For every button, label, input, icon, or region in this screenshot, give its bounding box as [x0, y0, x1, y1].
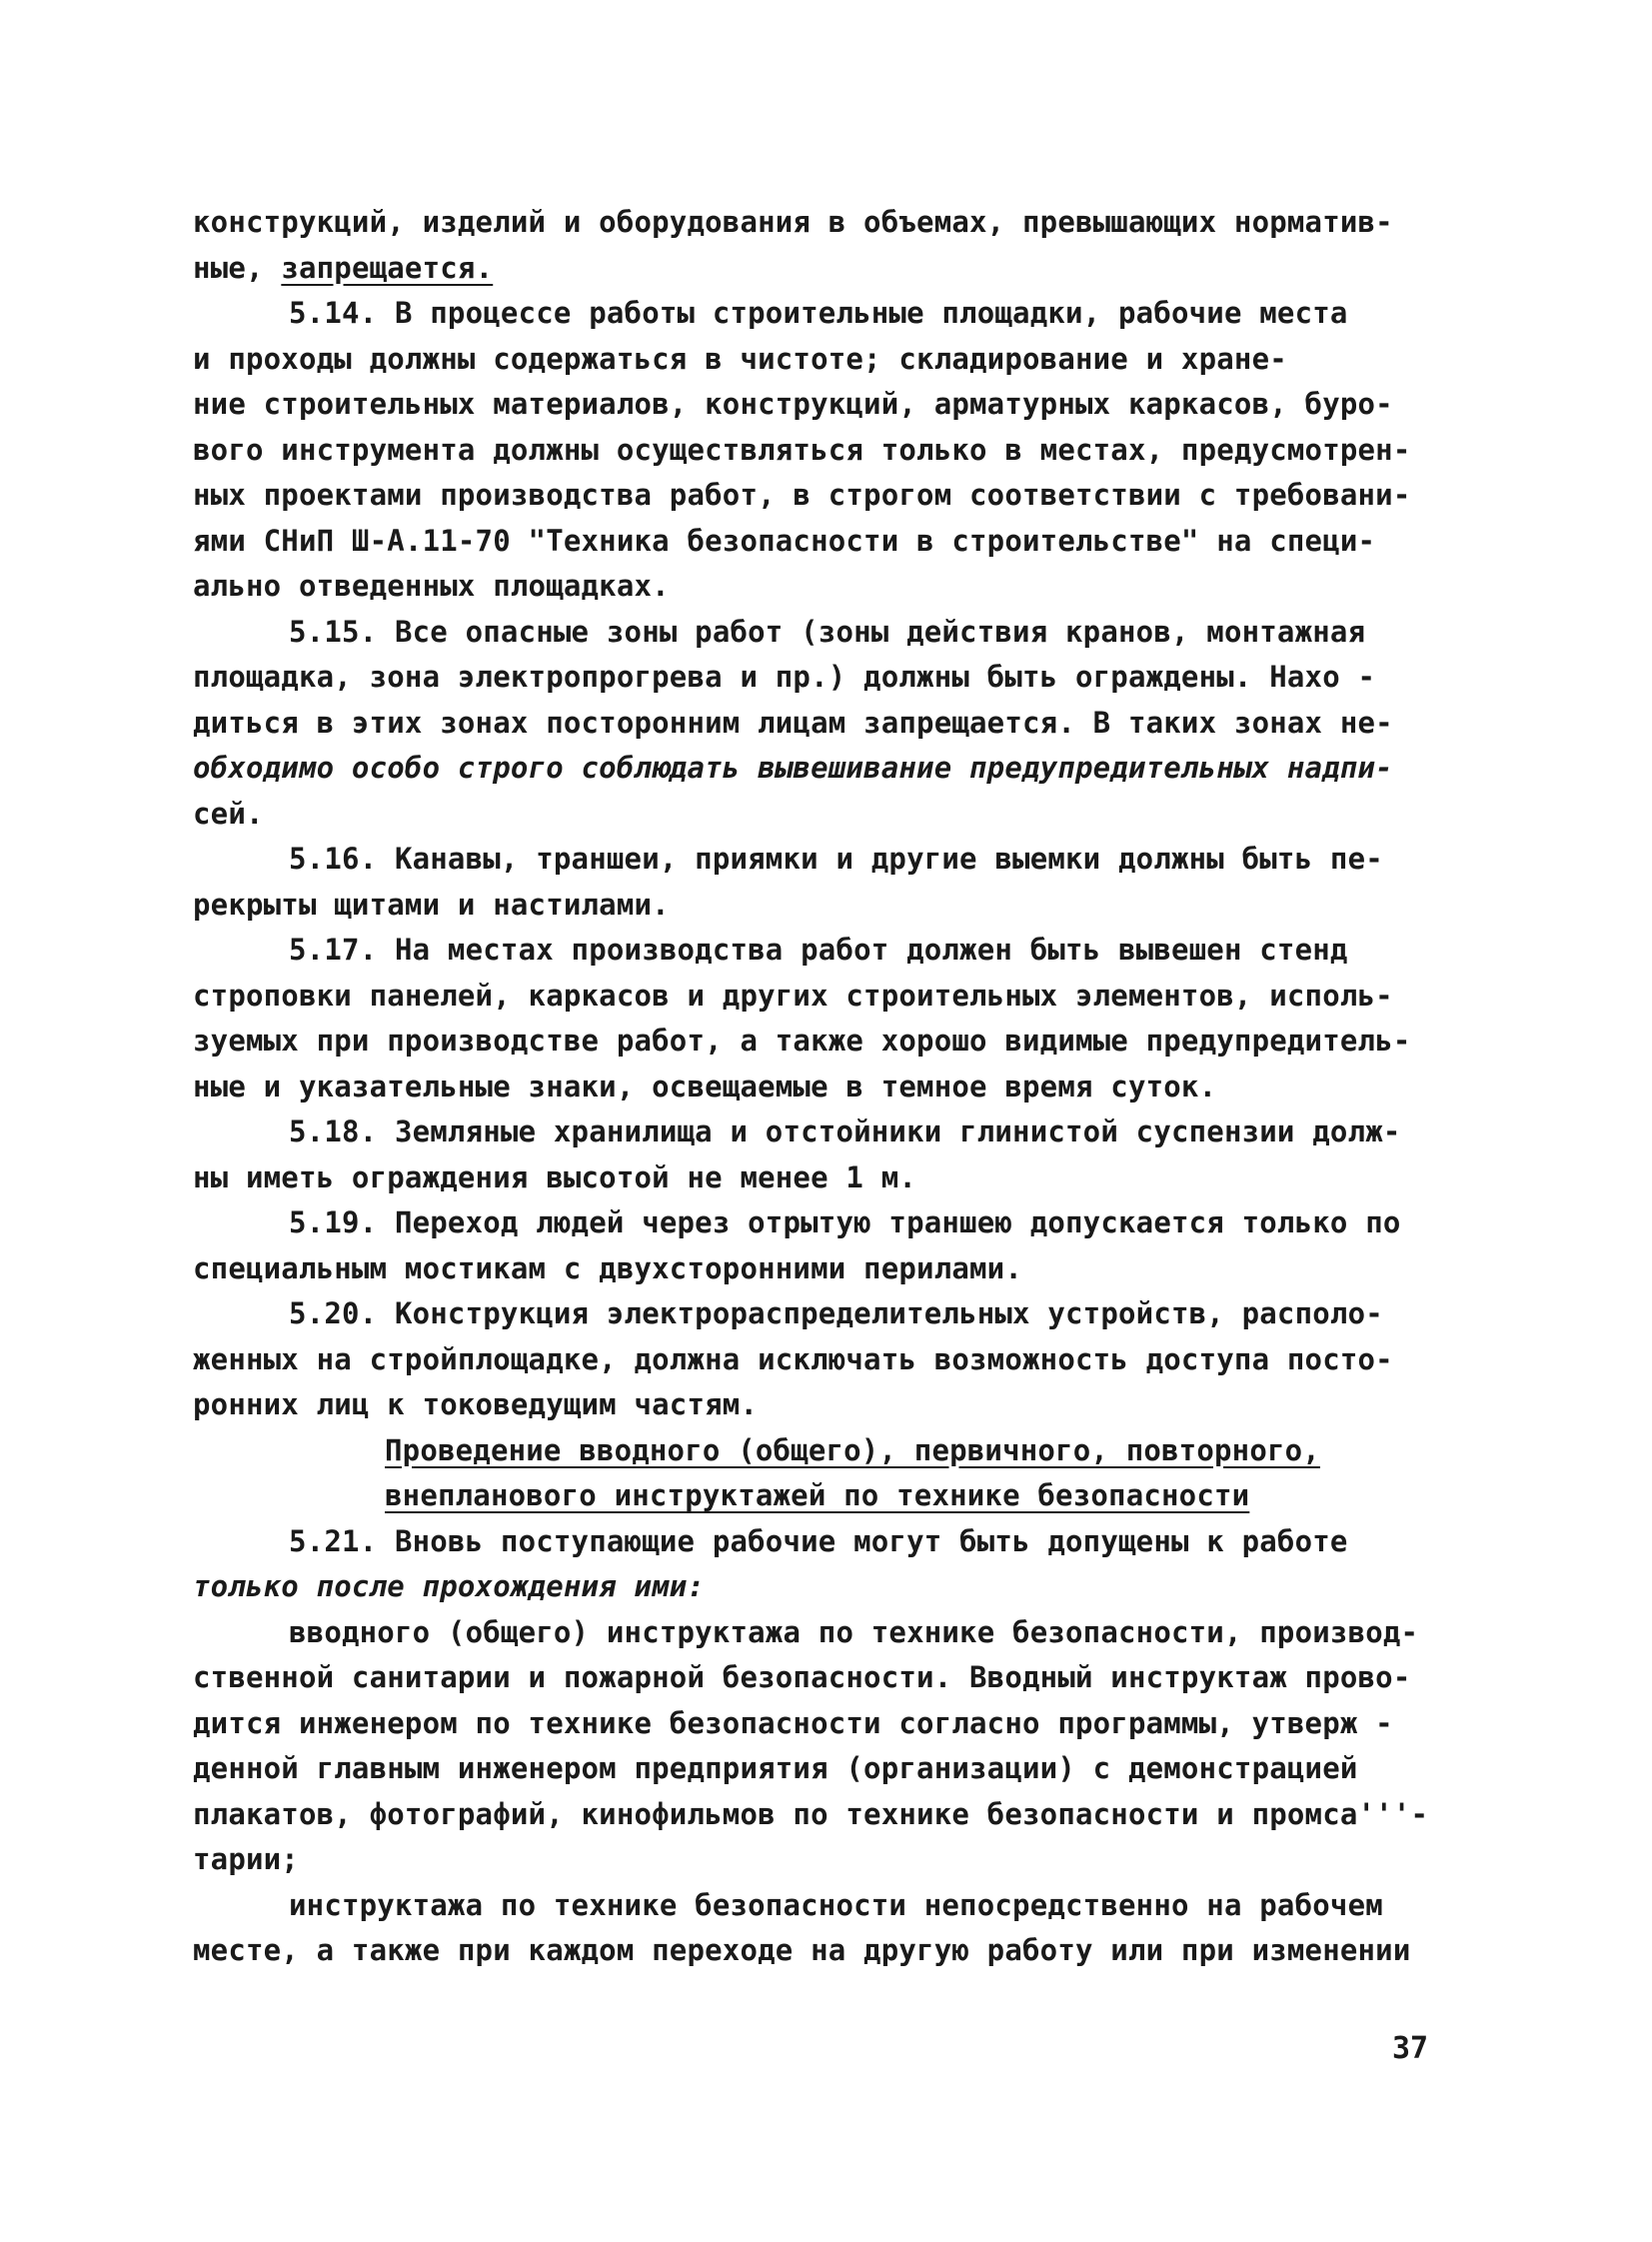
- text-line: специальным мостикам с двухсторонними перилами.: [193, 1250, 1022, 1285]
- document-body: [193, 200, 1477, 1974]
- text-line: только после прохождения ими:: [193, 1569, 706, 1603]
- text-line: 5.14. В процессе работы строительные площадки, рабочие места: [289, 296, 1348, 330]
- text-line: денной главным инженером предприятия (организации) с демонстрацией: [193, 1751, 1358, 1785]
- text-line: ных проектами производства работ, в строгом соответствии с требовани-: [193, 478, 1411, 512]
- paragraph-5-21: [193, 1519, 1477, 1610]
- paragraph-5-14: [193, 291, 1477, 610]
- text-line: сей.: [193, 796, 264, 831]
- text-line: строповки панелей, каркасов и других строительных элементов, исполь-: [193, 978, 1393, 1013]
- paragraph-5-21-item-b: [193, 1883, 1477, 1974]
- text-fragment: ные,: [193, 250, 282, 285]
- text-line: площадка, зона электропрогрева и пр.) должны быть ограждены. Нахо -: [193, 660, 1376, 694]
- text-line: ственной санитарии и пожарной безопасности. Вводный инструктаж прово-: [193, 1660, 1411, 1694]
- text-line: дится инженером по технике безопасности согласно программы, утверж -: [193, 1705, 1393, 1740]
- text-line: ронних лиц к токоведущим частям.: [193, 1387, 759, 1421]
- text-line: конструкций, изделий и оборудования в объемах, превышающих норматив-: [193, 205, 1393, 239]
- section-heading: [193, 1428, 1477, 1519]
- paragraph-intro: [193, 200, 1477, 291]
- text-line: [193, 246, 1477, 292]
- paragraph-5-17: [193, 928, 1477, 1110]
- paragraph-5-18: [193, 1110, 1477, 1200]
- text-line: вводного (общего) инструктажа по технике безопасности, производ-: [289, 1614, 1419, 1649]
- text-line: инструктажа по технике безопасности непосредственно на рабочем: [289, 1887, 1383, 1922]
- text-line: 5.21. Вновь поступающие рабочие могут быть допущены к работе: [289, 1523, 1348, 1558]
- text-line: месте, а также при каждом переходе на другую работу или при изменении: [193, 1933, 1411, 1967]
- paragraph-5-21-item-a: [193, 1610, 1477, 1883]
- text-line: женных на стройплощадке, должна исключать возможность доступа посто-: [193, 1341, 1393, 1376]
- paragraph-5-15: [193, 610, 1477, 838]
- page-number: 37: [1392, 2031, 1429, 2066]
- heading-line: Проведение вводного (общего), первичного, повторного,: [385, 1432, 1320, 1467]
- text-line: обходимо особо строго соблюдать вывешивание предупредительных надпи-: [193, 751, 1393, 785]
- text-line: ями СНиП Ш-А.11-70 "Техника безопасности в строительстве" на специ-: [193, 523, 1376, 558]
- text-line: плакатов, фотографий, кинофильмов по технике безопасности и промса'''-: [193, 1796, 1429, 1831]
- paragraph-5-19: [193, 1200, 1477, 1291]
- text-line: 5.17. На местах производства работ должен быть вывешен стенд: [289, 933, 1348, 967]
- paragraph-5-20: [193, 1291, 1477, 1428]
- text-line: 5.19. Переход людей через отрытую траншею допускается только по: [289, 1205, 1401, 1239]
- underlined-word: запрещается.: [281, 250, 494, 285]
- text-line: и проходы должны содержаться в чистоте; складирование и хране-: [193, 341, 1287, 376]
- text-line: диться в этих зонах посторонним лицам запрещается. В таких зонах не-: [193, 705, 1393, 740]
- text-line: вого инструмента должны осуществляться только в местах, предусмотрен-: [193, 432, 1411, 467]
- text-line: зуемых при производстве работ, а также хорошо видимые предупредитель-: [193, 1024, 1411, 1058]
- text-line: ны иметь ограждения высотой не менее 1 м.: [193, 1159, 917, 1194]
- text-line: ные и указательные знаки, освещаемые в темное время суток.: [193, 1069, 1217, 1104]
- paragraph-5-16: [193, 837, 1477, 928]
- text-line: 5.18. Земляные хранилища и отстойники глинистой суспензии долж-: [289, 1115, 1401, 1148]
- text-line: ние строительных материалов, конструкций, арматурных каркасов, буро-: [193, 387, 1393, 421]
- text-line: 5.20. Конструкция электрораспределительных устройств, располо-: [289, 1296, 1383, 1330]
- text-line: рекрыты щитами и настилами.: [193, 887, 670, 922]
- text-line: ально отведенных площадках.: [193, 569, 670, 603]
- text-line: 5.15. Все опасные зоны работ (зоны действия кранов, монтажная: [289, 614, 1366, 649]
- heading-line: внепланового инструктажей по технике безопасности: [385, 1478, 1250, 1512]
- text-line: 5.16. Канавы, траншеи, приямки и другие выемки должны быть пе-: [289, 842, 1383, 876]
- text-line: тарии;: [193, 1842, 299, 1876]
